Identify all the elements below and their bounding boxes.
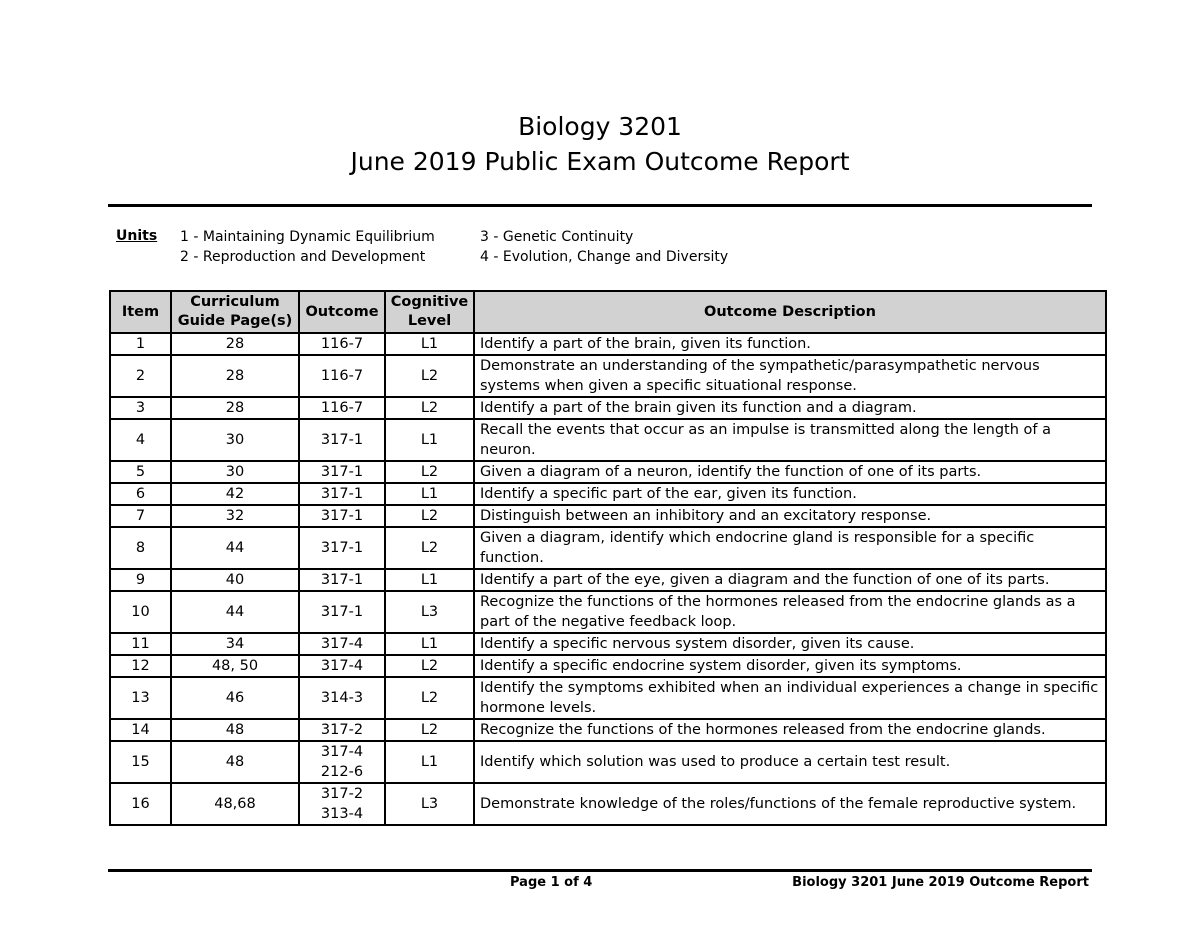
cell-cognitive-level: L1 xyxy=(385,569,474,591)
cell-outcome: 116-7 xyxy=(299,333,385,355)
cell-item: 16 xyxy=(110,783,171,825)
cell-outcome-description: Identify the symptoms exhibited when an individual experiences a change in specific hormone levels. xyxy=(474,677,1106,719)
table-row xyxy=(110,505,1106,527)
cell-item: 7 xyxy=(110,505,171,527)
document-title: Biology 3201 xyxy=(518,112,682,141)
page-number: Page 1 of 4 xyxy=(510,875,593,890)
cell-outcome: 317-1 xyxy=(299,419,385,461)
cell-outcome-description: Distinguish between an inhibitory and an excitatory response. xyxy=(474,505,1106,527)
cell-item: 8 xyxy=(110,527,171,569)
cell-cognitive-level: L2 xyxy=(385,461,474,483)
table-body xyxy=(110,333,1106,825)
cell-cognitive-level: L1 xyxy=(385,333,474,355)
cell-cognitive-level: L1 xyxy=(385,741,474,783)
cell-curriculum-pages: 48 xyxy=(171,741,299,783)
cell-cognitive-level: L2 xyxy=(385,655,474,677)
table-row xyxy=(110,461,1106,483)
outcome-table xyxy=(109,290,1107,826)
unit-item: 3 - Genetic Continuity xyxy=(480,229,634,245)
table-row xyxy=(110,333,1106,355)
unit-item: 4 - Evolution, Change and Diversity xyxy=(480,249,729,265)
cell-outcome-description: Identify a specific endocrine system disorder, given its symptoms. xyxy=(474,655,1106,677)
cell-item: 13 xyxy=(110,677,171,719)
unit-item: 1 - Maintaining Dynamic Equilibrium xyxy=(180,229,435,245)
footer-rule xyxy=(108,869,1092,872)
unit-item: 2 - Reproduction and Development xyxy=(180,249,426,265)
cell-outcome: 317-1 xyxy=(299,527,385,569)
table-row xyxy=(110,483,1106,505)
cell-curriculum-pages: 48, 50 xyxy=(171,655,299,677)
cell-cognitive-level: L2 xyxy=(385,397,474,419)
table-row xyxy=(110,655,1106,677)
table-row xyxy=(110,677,1106,719)
table-row xyxy=(110,719,1106,741)
table-row xyxy=(110,397,1106,419)
cell-curriculum-pages: 48 xyxy=(171,719,299,741)
cell-outcome: 314-3 xyxy=(299,677,385,719)
cell-outcome: 317-4 xyxy=(299,633,385,655)
header-outcome-description: Outcome Description xyxy=(474,291,1106,333)
header-item: Item xyxy=(110,291,171,333)
table-row xyxy=(110,783,1106,825)
cell-outcome: 317-4 212-6 xyxy=(299,741,385,783)
cell-item: 11 xyxy=(110,633,171,655)
cell-item: 15 xyxy=(110,741,171,783)
cell-item: 1 xyxy=(110,333,171,355)
cell-cognitive-level: L2 xyxy=(385,527,474,569)
cell-item: 14 xyxy=(110,719,171,741)
cell-curriculum-pages: 48,68 xyxy=(171,783,299,825)
table-row xyxy=(110,591,1106,633)
cell-cognitive-level: L1 xyxy=(385,483,474,505)
cell-outcome-description: Recognize the functions of the hormones released from the endocrine glands. xyxy=(474,719,1106,741)
table-row xyxy=(110,633,1106,655)
cell-outcome-description: Recall the events that occur as an impulse is transmitted along the length of a neuron. xyxy=(474,419,1106,461)
cell-cognitive-level: L2 xyxy=(385,677,474,719)
table-header-row xyxy=(110,291,1106,333)
cell-outcome-description: Identify a part of the brain given its function and a diagram. xyxy=(474,397,1106,419)
header-cognitive-level: Cognitive Level xyxy=(385,291,474,333)
cell-outcome-description: Identify a specific part of the ear, given its function. xyxy=(474,483,1106,505)
cell-outcome-description: Demonstrate an understanding of the sympathetic/parasympathetic nervous systems when given a specific situational response. xyxy=(474,355,1106,397)
cell-outcome-description: Given a diagram of a neuron, identify the function of one of its parts. xyxy=(474,461,1106,483)
header-outcome: Outcome xyxy=(299,291,385,333)
cell-outcome: 317-1 xyxy=(299,591,385,633)
cell-outcome-description: Identify a part of the brain, given its function. xyxy=(474,333,1106,355)
table-row xyxy=(110,527,1106,569)
cell-outcome: 317-1 xyxy=(299,505,385,527)
table-row xyxy=(110,355,1106,397)
cell-cognitive-level: L1 xyxy=(385,633,474,655)
cell-outcome: 116-7 xyxy=(299,397,385,419)
cell-cognitive-level: L3 xyxy=(385,591,474,633)
table-row xyxy=(110,569,1106,591)
cell-curriculum-pages: 34 xyxy=(171,633,299,655)
cell-curriculum-pages: 40 xyxy=(171,569,299,591)
cell-item: 9 xyxy=(110,569,171,591)
cell-cognitive-level: L2 xyxy=(385,505,474,527)
cell-outcome-description: Identify a specific nervous system disorder, given its cause. xyxy=(474,633,1106,655)
cell-item: 5 xyxy=(110,461,171,483)
cell-outcome: 317-2 xyxy=(299,719,385,741)
cell-curriculum-pages: 44 xyxy=(171,527,299,569)
footer-title: Biology 3201 June 2019 Outcome Report xyxy=(792,875,1089,890)
cell-curriculum-pages: 28 xyxy=(171,355,299,397)
units-label: Units xyxy=(116,228,158,244)
cell-outcome-description: Identify a part of the eye, given a diagram and the function of one of its parts. xyxy=(474,569,1106,591)
cell-curriculum-pages: 30 xyxy=(171,419,299,461)
table-row xyxy=(110,741,1106,783)
cell-cognitive-level: L1 xyxy=(385,419,474,461)
cell-curriculum-pages: 28 xyxy=(171,397,299,419)
cell-outcome-description: Recognize the functions of the hormones released from the endocrine glands as a part of the negative feedback loop. xyxy=(474,591,1106,633)
cell-cognitive-level: L2 xyxy=(385,719,474,741)
cell-item: 12 xyxy=(110,655,171,677)
table-row xyxy=(110,419,1106,461)
cell-item: 3 xyxy=(110,397,171,419)
cell-cognitive-level: L2 xyxy=(385,355,474,397)
cell-curriculum-pages: 30 xyxy=(171,461,299,483)
cell-item: 10 xyxy=(110,591,171,633)
cell-outcome: 317-2 313-4 xyxy=(299,783,385,825)
header-rule xyxy=(108,204,1092,207)
cell-outcome-description: Given a diagram, identify which endocrine gland is responsible for a specific function. xyxy=(474,527,1106,569)
cell-outcome: 317-1 xyxy=(299,483,385,505)
cell-outcome: 317-4 xyxy=(299,655,385,677)
cell-curriculum-pages: 44 xyxy=(171,591,299,633)
cell-outcome-description: Identify which solution was used to produce a certain test result. xyxy=(474,741,1106,783)
document-subtitle: June 2019 Public Exam Outcome Report xyxy=(350,147,850,176)
cell-outcome: 317-1 xyxy=(299,461,385,483)
cell-curriculum-pages: 32 xyxy=(171,505,299,527)
cell-item: 4 xyxy=(110,419,171,461)
cell-outcome: 116-7 xyxy=(299,355,385,397)
cell-cognitive-level: L3 xyxy=(385,783,474,825)
header-curriculum-pages: Curriculum Guide Page(s) xyxy=(171,291,299,333)
cell-outcome-description: Demonstrate knowledge of the roles/functions of the female reproductive system. xyxy=(474,783,1106,825)
cell-curriculum-pages: 28 xyxy=(171,333,299,355)
cell-item: 6 xyxy=(110,483,171,505)
cell-curriculum-pages: 46 xyxy=(171,677,299,719)
cell-item: 2 xyxy=(110,355,171,397)
cell-outcome: 317-1 xyxy=(299,569,385,591)
cell-curriculum-pages: 42 xyxy=(171,483,299,505)
